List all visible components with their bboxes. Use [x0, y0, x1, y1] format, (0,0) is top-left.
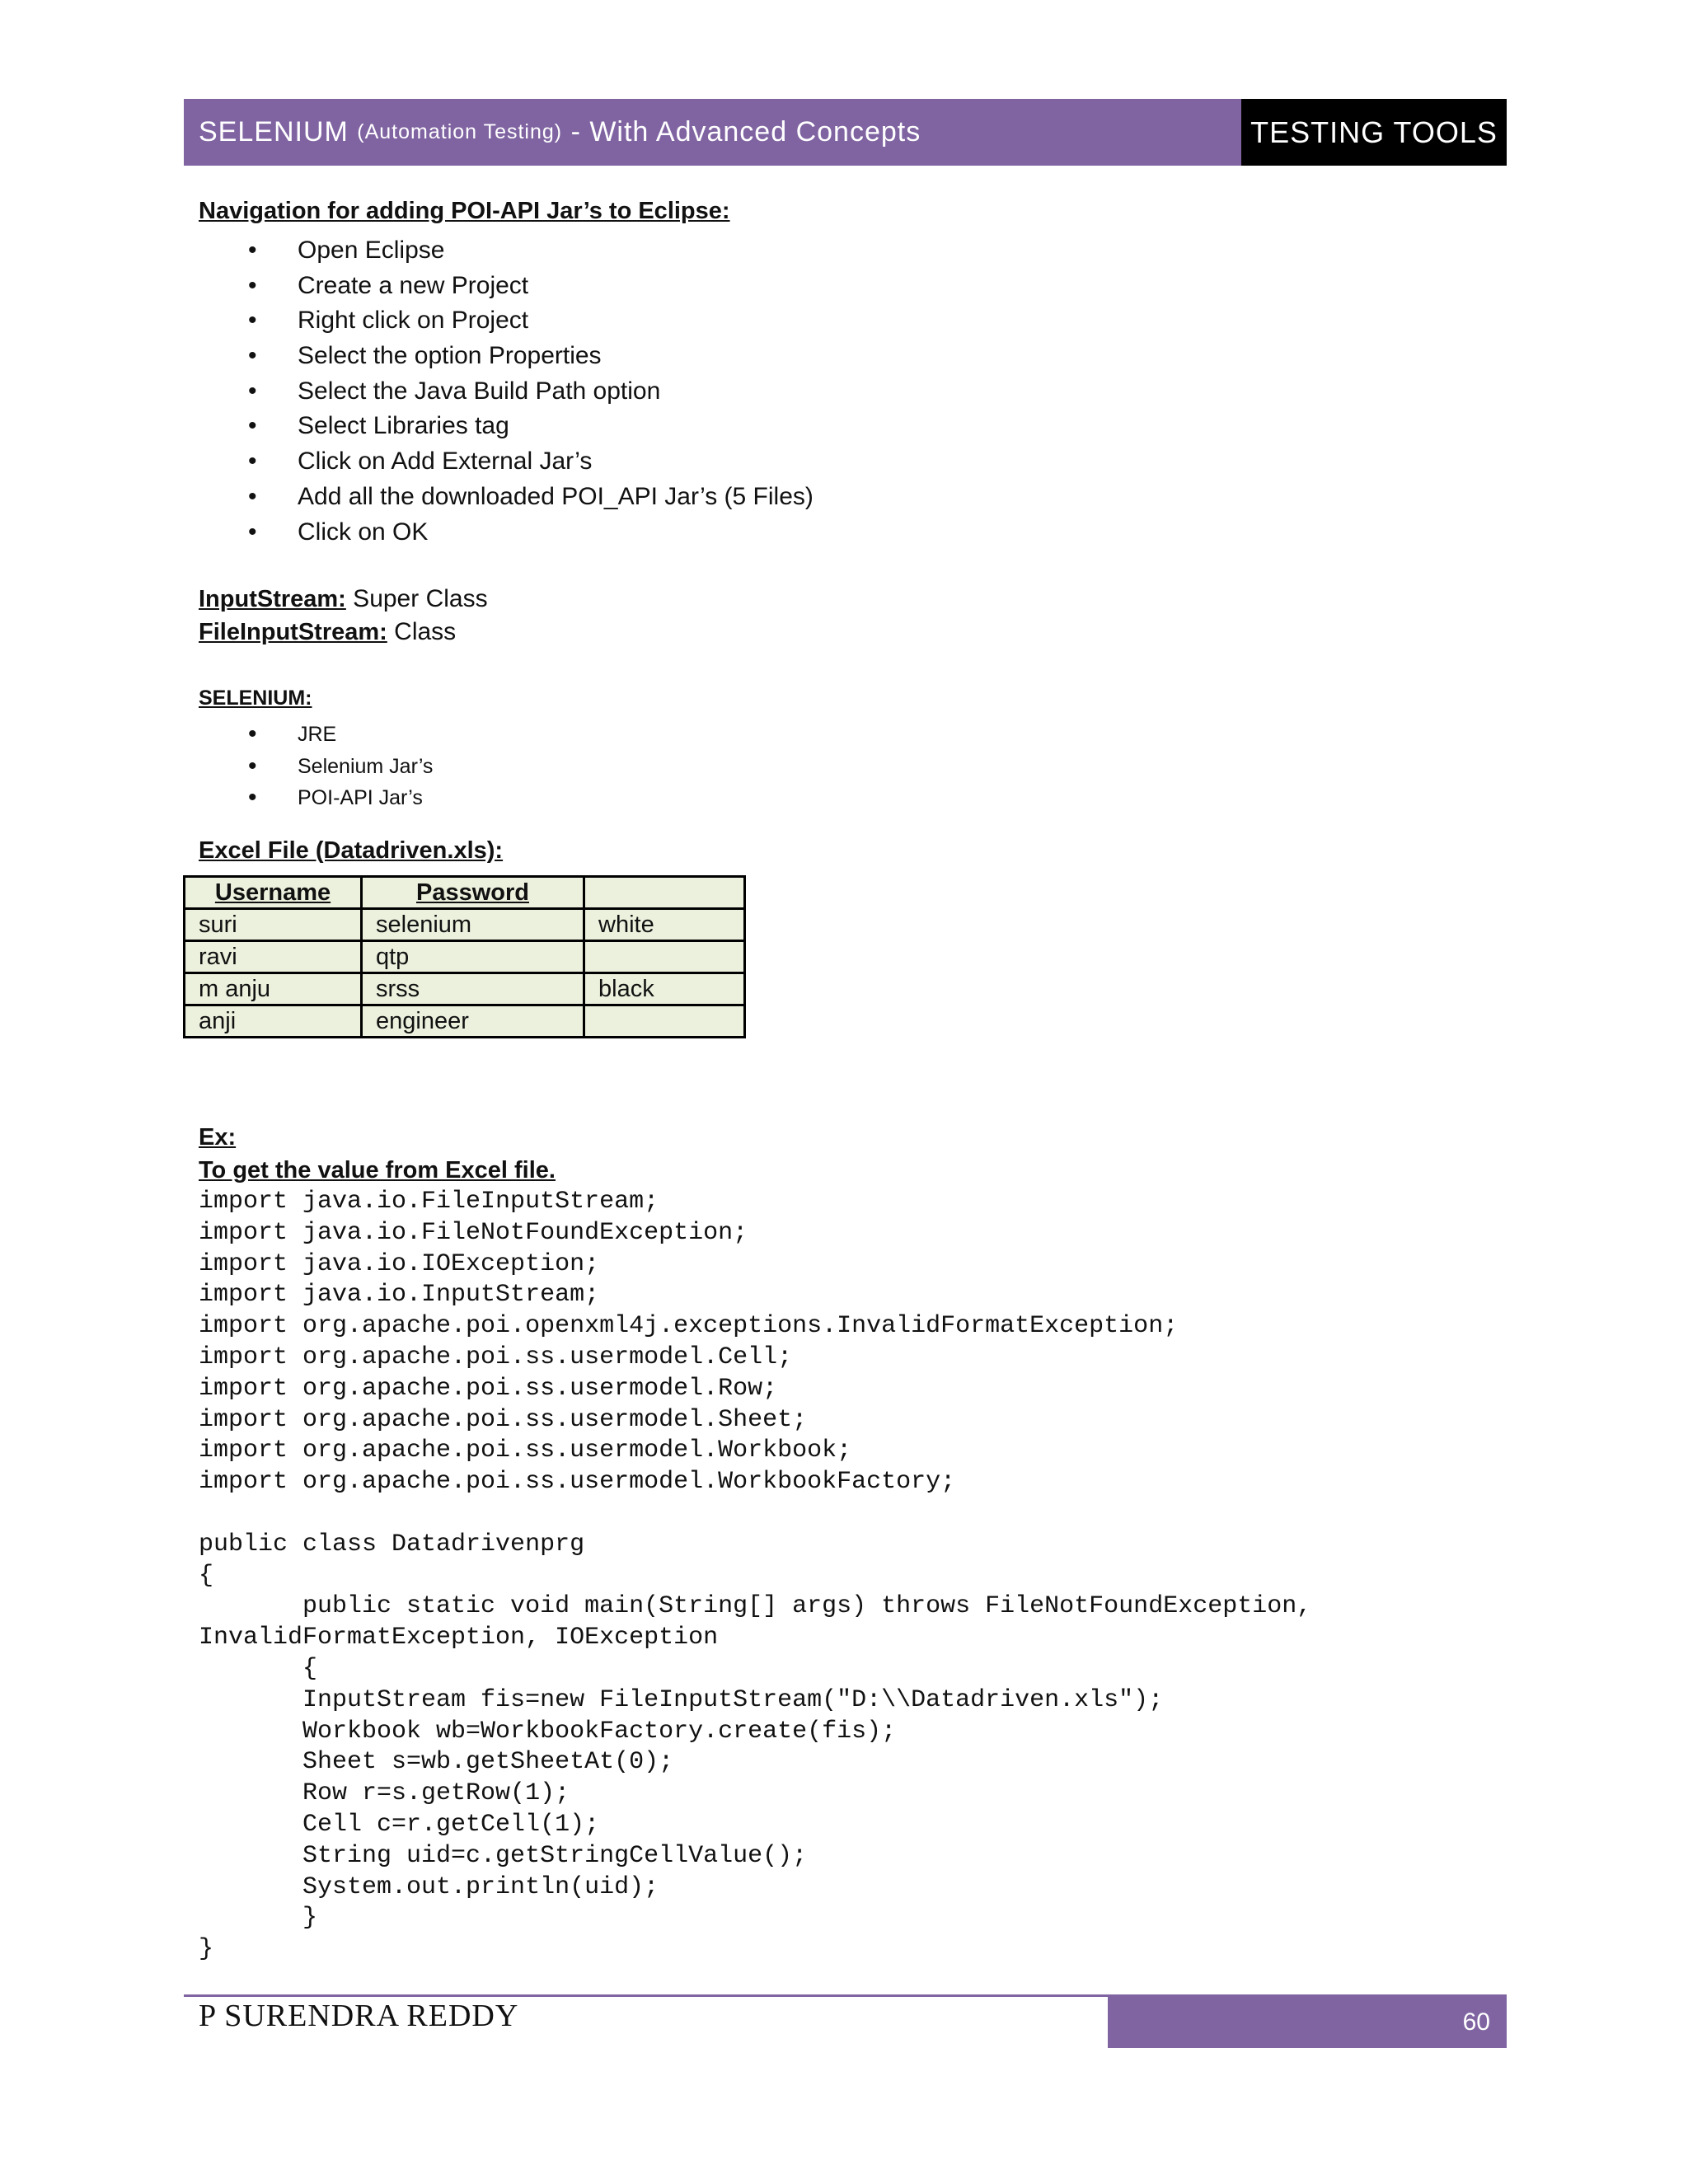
table-cell: qtp [362, 941, 584, 973]
fis-value: Class [387, 618, 457, 646]
excel-header-cell [584, 877, 745, 909]
excel-header-row [185, 877, 745, 909]
fis-def [199, 616, 1501, 649]
list-item: • Select the Java Build Path option [199, 374, 1501, 410]
header-section-label: TESTING TOOLS [1241, 99, 1507, 166]
list-item: • POI-API Jar’s [199, 782, 1501, 814]
table-cell: m anju [185, 973, 362, 1005]
list-item: • Select the option Properties [199, 339, 1501, 374]
table-cell [584, 941, 745, 973]
table-cell [584, 1005, 745, 1038]
list-item: • Click on Add External Jar’s [199, 444, 1501, 480]
nav-steps-list [199, 233, 1501, 550]
header-title [184, 99, 1241, 166]
footer-author: P SURENDRA REDDY [199, 1999, 519, 2033]
list-item: • Right click on Project [199, 303, 1501, 339]
list-item: • Click on OK [199, 515, 1501, 551]
list-item: • Open Eclipse [199, 233, 1501, 269]
table-cell: srss [362, 973, 584, 1005]
header-title-rest: - With Advanced Concepts [570, 116, 921, 148]
header-title-main: SELENIUM [199, 116, 349, 148]
table-row [185, 909, 745, 941]
inputstream-label: InputStream: [199, 586, 346, 613]
list-item: • Select Libraries tag [199, 409, 1501, 444]
page-header [184, 99, 1507, 166]
table-cell: anji [185, 1005, 362, 1038]
code-listing: import java.io.FileInputStream; import java.io.FileNotFoundException; import java.io.IOException; import java.io.InputStream; import org.apache.poi.openxml4j.exceptions.InvalidFormatException; import org.apache.poi.ss.usermodel.Cell; import org.apache.poi.ss.usermodel.Row; import org.apache.poi.ss.usermodel.Sheet; import org.apache.poi.ss.usermodel.Workbook; import org.apache.poi.ss.usermodel.WorkbookFactory; public class Datadrivenprg { public static void main(String[] args) throws FileNotFoundException, InvalidFormatException, IOException { InputStream fis=new FileInputStream("D:\\Datadriven.xls"); Workbook wb=WorkbookFactory.create(fis); Sheet s=wb.getSheetAt(0); Row r=s.getRow(1); Cell c=r.getCell(1); String uid=c.getStringCellValue(); System.out.println(uid); } } [199, 1188, 1312, 1964]
list-item: • JRE [199, 719, 1501, 751]
selenium-list [199, 719, 1501, 814]
inputstream-def [199, 583, 1501, 616]
page-content [199, 198, 1501, 865]
example-heading: Ex: [199, 1124, 237, 1151]
table-row [185, 941, 745, 973]
table-row [185, 1005, 745, 1038]
table-cell: white [584, 909, 745, 941]
excel-header-cell: Password [362, 877, 584, 909]
nav-heading: Navigation for adding POI-API Jar’s to Eclipse: [199, 198, 730, 224]
table-cell: selenium [362, 909, 584, 941]
selenium-heading: SELENIUM: [199, 687, 312, 710]
table-cell: engineer [362, 1005, 584, 1038]
example-subheading: To get the value from Excel file. [199, 1157, 556, 1183]
page-number: 60 [1108, 1997, 1507, 2048]
excel-heading: Excel File (Datadriven.xls): [199, 837, 504, 864]
excel-table [183, 875, 746, 1038]
header-title-sub: (Automation Testing) [357, 120, 563, 143]
list-item: • Add all the downloaded POI_API Jar’s (5 Files) [199, 480, 1501, 515]
excel-header-cell: Username [185, 877, 362, 909]
inputstream-value: Super Class [345, 585, 488, 613]
list-item: • Selenium Jar’s [199, 751, 1501, 783]
table-cell: ravi [185, 941, 362, 973]
definitions [199, 583, 1501, 649]
list-item: • Create a new Project [199, 269, 1501, 304]
fis-label: FileInputStream: [199, 619, 387, 646]
table-cell: black [584, 973, 745, 1005]
table-row [185, 973, 745, 1005]
example-heading-block [199, 1121, 556, 1187]
table-cell: suri [185, 909, 362, 941]
